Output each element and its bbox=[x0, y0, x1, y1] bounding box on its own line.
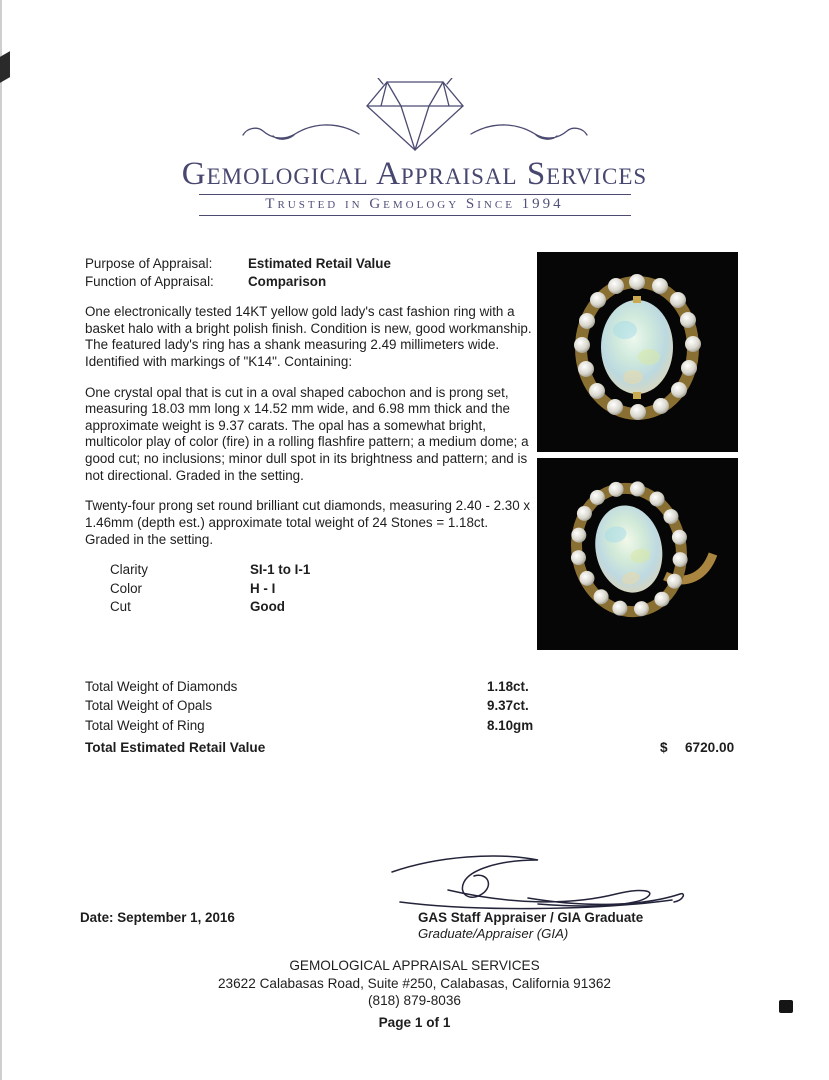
page-number: Page 1 of 1 bbox=[378, 1014, 451, 1030]
total-opals-label: Total Weight of Opals bbox=[85, 698, 213, 714]
description-paragraph-ring: One electronically tested 14KT yellow gold lady's cast fashion ring with a basket halo with a bright polish finish. Condition is new, good workmanship. The featured lady's ring has a shank measuring 2.49 millimeters wide. Identified with markings of "K14". Containing: bbox=[85, 304, 532, 370]
retail-value-row bbox=[85, 740, 765, 755]
description-paragraph-diamonds: Twenty-four prong set round brilliant cut diamonds, measuring 2.40 - 2.30 x 1.46mm (depth est.) approximate total weight of 24 Stones = 1.18ct. Graded in the setting. bbox=[85, 498, 531, 547]
function-label: Function of Appraisal: bbox=[85, 273, 214, 289]
retail-value-label: Total Estimated Retail Value bbox=[85, 740, 266, 755]
grade-row-cut bbox=[110, 599, 535, 616]
appraiser-signature bbox=[388, 850, 688, 912]
total-row-opals bbox=[85, 697, 655, 714]
tagline-rule bbox=[199, 194, 631, 216]
appraiser-credential-line: Graduate/Appraiser (GIA) bbox=[418, 926, 569, 941]
org-title: Gemological Appraisal Services bbox=[181, 156, 648, 192]
total-ring-label: Total Weight of Ring bbox=[85, 717, 205, 733]
total-opals-value: 9.37ct. bbox=[487, 698, 529, 714]
retail-currency: $ bbox=[660, 740, 668, 755]
total-ring-value: 8.10gm bbox=[487, 717, 534, 733]
total-row-ring bbox=[85, 717, 655, 734]
ring-photo-top bbox=[537, 252, 738, 452]
cut-label: Cut bbox=[110, 599, 131, 615]
function-row bbox=[85, 274, 535, 291]
ring-photo-bottom bbox=[537, 458, 738, 650]
clarity-label: Clarity bbox=[110, 562, 148, 578]
appraiser-title-line: GAS Staff Appraiser / GIA Graduate bbox=[418, 910, 644, 925]
grade-table bbox=[110, 562, 535, 616]
date-line: Date: September 1, 2016 bbox=[80, 910, 235, 925]
purpose-label: Purpose of Appraisal: bbox=[85, 256, 213, 271]
total-diamonds-label: Total Weight of Diamonds bbox=[85, 679, 238, 694]
total-row-diamonds bbox=[85, 678, 655, 695]
total-diamonds-value: 1.18ct. bbox=[487, 679, 529, 694]
description-paragraph-opal: One crystal opal that is cut in a oval shaped cabochon and is prong set, measuring 18.03 mm long x 14.52 mm wide, and 6.98 mm thick and the approximate weight is 9.37 carats. The opal has a somewhat bright, multicolor play of color (fire) in a rolling flashfire pattern; a medium dome; a good cut; no inclusions; minor dull spot in its brightness and pattern; and is not directional. Graded in the setting. bbox=[85, 384, 529, 483]
ring-photos-column bbox=[537, 252, 738, 656]
grade-row-clarity bbox=[110, 562, 535, 579]
color-label: Color bbox=[110, 580, 142, 596]
diamond-logo-icon bbox=[135, 78, 695, 156]
appraisal-body bbox=[85, 256, 535, 618]
clarity-value: SI-1 to I-1 bbox=[250, 562, 311, 578]
org-tagline: Trusted in Gemology Since 1994 bbox=[265, 196, 564, 212]
logo-block bbox=[0, 78, 829, 216]
footer-org-name: GEMOLOGICAL APPRAISAL SERVICES bbox=[289, 958, 540, 973]
totals-table bbox=[85, 678, 655, 736]
footer-block bbox=[0, 958, 829, 1031]
cut-value: Good bbox=[250, 599, 285, 615]
footer-address: 23622 Calabasas Road, Suite #250, Calabasas, California 91362 bbox=[218, 975, 611, 991]
purpose-value: Estimated Retail Value bbox=[248, 256, 391, 271]
retail-amount: 6720.00 bbox=[685, 740, 735, 755]
purpose-row bbox=[85, 256, 535, 273]
footer-phone: (818) 879-8036 bbox=[368, 993, 461, 1009]
function-value: Comparison bbox=[248, 273, 327, 289]
color-value: H - I bbox=[250, 580, 276, 596]
grade-row-color bbox=[110, 581, 535, 598]
